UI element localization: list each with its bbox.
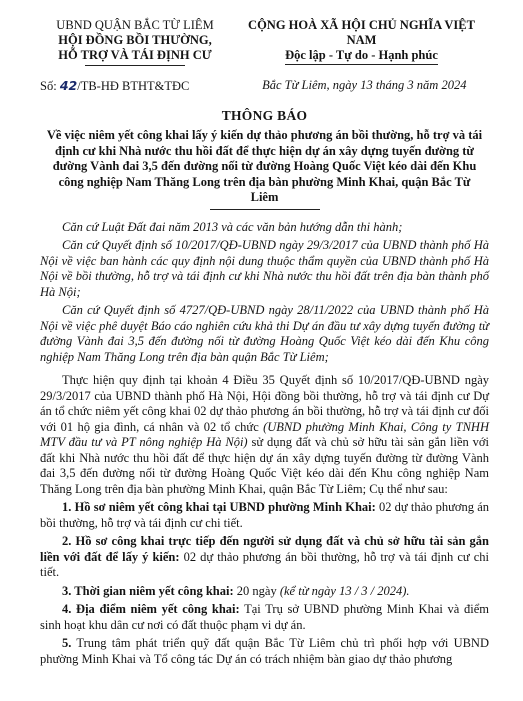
intro-part-2: sử dụng đất và chủ sở hữu tài sản gắn liền với đất khi Nhà nước thu hồi đất để thực hiện dự án xây dựng tuyến đường từ đường Vành đai 3,5 đến đường nối từ đường Hoàng Quốc Việt kéo dài đến Khu công nghiệp Nam Thăng Long trên địa bàn phường Minh Khai, quận Bắc Từ Liêm; Cụ thể như sau:: [40, 435, 489, 496]
item-text: Trung tâm phát triển quỹ đất quận Bắc Từ Liêm chủ trì phối hợp với UBND phường Minh Khai và Tổ công tác Dự án có trách nhiệm bàn giao dự thảo phương: [40, 636, 489, 666]
handwritten-number: 42: [59, 78, 78, 93]
document-number: [40, 78, 240, 94]
list-item: [40, 602, 489, 633]
item-text: 20 ngày: [233, 583, 280, 598]
item-text: 02 dự thảo phương án bồi thường, hỗ trợ và tái định cư chi tiết.: [40, 549, 489, 579]
item-lead: 1. Hồ sơ niêm yết công khai tại UBND phường Minh Khai:: [62, 500, 376, 514]
legal-bases: [40, 220, 489, 366]
list-item: [40, 584, 489, 600]
intro-part-1: Thực hiện quy định tại khoản 4 Điều 35 Quyết định số 10/2017/QĐ-UBND ngày 29/3/2017 của UBND thành phố Hà Nội, Hội đồng bồi thường, hỗ trợ và tái định cư Dự án tổ chức niêm yết công khai 02 dự thảo phương án bồi thường, hỗ trợ và tái định cư đối với 01 hộ gia đình, cá nhân và 02 tổ chức: [40, 373, 489, 434]
document-body: [40, 373, 489, 667]
legal-basis: Căn cứ Luật Đất đai năm 2013 và các văn bản hướng dẫn thi hành;: [62, 219, 403, 234]
subject-text: Về việc niêm yết công khai lấy ý kiến dự thảo phương án bồi thường, hỗ trợ và tái định cư khi Nhà nước thu hồi đất để thực hiện dự án xây dựng tuyến đường từ đường Vành đai 3,5 đến đường nối từ đường Hoàng Quốc Việt kéo dài đến Khu công nghiệp Nam Thăng Long trên địa bàn phường Minh Khai, quận Bắc Từ Liêm: [46, 128, 483, 204]
agency-line-1: UBND QUẬN BẮC TỪ LIÊM: [56, 18, 214, 32]
item-lead: 5.: [62, 636, 72, 650]
number-prefix: Số:: [40, 79, 57, 93]
intro-paragraph: [40, 373, 489, 497]
agency-line-3: HỖ TRỢ VÀ TÁI ĐỊNH CƯ: [58, 48, 212, 62]
legal-basis: Căn cứ Quyết định số 4727/QĐ-UBND ngày 28/11/2022 của UBND thành phố Hà Nội về việc phê duyệt Báo cáo nghiên cứu khả thi Dự án đầu tư xây dựng tuyến đường từ đường Vành đai 3,5 đến đường nối từ đường Hoàng Quốc Việt kéo dài đến Khu công nghiệp Nam Thăng Long trên địa bàn quận Bắc Từ Liêm;: [40, 303, 489, 364]
agency-underline: [85, 65, 185, 66]
item-italic: (kể từ ngày 13 / 3 / 2024).: [279, 583, 410, 598]
list-item: [40, 534, 489, 581]
legal-basis: Căn cứ Quyết định số 10/2017/QĐ-UBND ngày 29/3/2017 của UBND thành phố Hà Nội về việc ban hành các quy định nội dung thuộc thẩm quyền của UBND thành phố Hà Nội về bồi thường, hỗ trợ và tái định cư khi Nhà nước thu hồi đất trên địa bàn thành phố Hà Nội;: [40, 238, 489, 299]
document-header: [40, 0, 489, 66]
agency-line-2: HỘI ĐỒNG BỒI THƯỜNG,: [58, 33, 212, 47]
list-item: [40, 500, 489, 531]
list-item: [40, 636, 489, 667]
item-lead: 2. Hồ sơ công khai trực tiếp đến người sử dụng đất và chủ sở hữu tài sản gắn liền với đất để lấy ý kiến:: [40, 534, 489, 564]
subject-underline: [210, 209, 320, 210]
number-suffix: /TB-HĐ BTHT&TĐC: [77, 79, 190, 93]
item-lead: 4. Địa điểm niêm yết công khai:: [62, 602, 240, 616]
document-type: THÔNG BÁO: [221, 108, 308, 123]
intro-italic: (UBND phường Minh Khai, Công ty TNHH MTV đầu tư và PT nông nghiệp Hà Nội): [40, 419, 489, 449]
document-subject: [40, 128, 489, 210]
national-motto: Độc lập - Tự do - Hạnh phúc: [285, 48, 438, 65]
issuing-agency: [40, 18, 230, 66]
national-heading: [234, 18, 489, 66]
document-date: Bắc Từ Liêm, ngày 13 tháng 3 năm 2024: [262, 78, 467, 92]
document-meta: [40, 78, 489, 94]
item-text: 02 dự thảo phương án bồi thường, hỗ trợ và tái định cư chi tiết.: [40, 500, 489, 530]
item-lead: 3. Thời gian niêm yết công khai:: [62, 583, 234, 598]
item-text: Tại Trụ sở UBND phường Minh Khai và điểm sinh hoạt khu dân cư nơi có đất thuộc phạm vi dự án.: [40, 602, 489, 632]
nation-name: CỘNG HOÀ XÃ HỘI CHỦ NGHĨA VIỆT NAM: [248, 18, 475, 47]
